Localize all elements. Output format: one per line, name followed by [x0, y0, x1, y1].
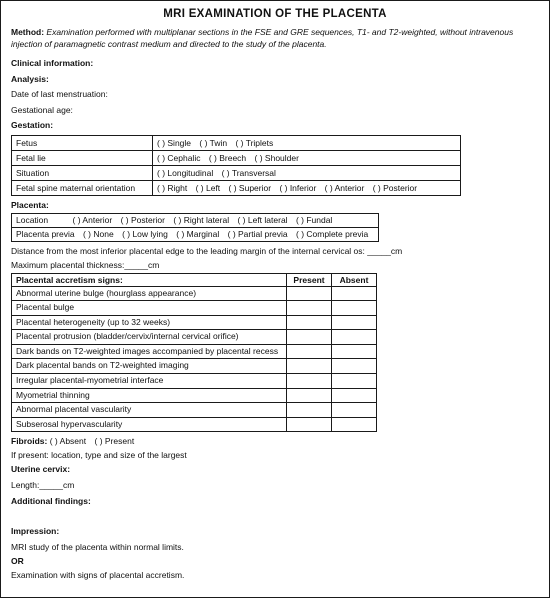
present-cell[interactable] — [287, 286, 332, 301]
checkbox-option[interactable]: ( ) Partial previa — [227, 228, 288, 239]
checkbox-option[interactable]: ( ) Absent — [49, 436, 87, 447]
checkbox-option[interactable]: ( ) Single — [157, 137, 192, 148]
checkbox-option[interactable]: ( ) Low lying — [122, 228, 168, 239]
checkbox-option[interactable]: ( ) Superior — [228, 182, 272, 193]
lmp-field[interactable]: Date of last menstruation: — [11, 89, 108, 99]
present-cell[interactable] — [287, 388, 332, 403]
placenta-label: Placenta previa — [16, 228, 75, 239]
absent-cell[interactable] — [332, 315, 377, 330]
placenta-distance-field[interactable]: Distance from the most inferior placental edge to the leading margin of the internal cervical os: _____cm — [11, 245, 403, 256]
absent-cell[interactable] — [332, 330, 377, 345]
placenta-previa-cell — [12, 227, 379, 241]
present-cell[interactable] — [287, 330, 332, 345]
absent-cell[interactable] — [332, 388, 377, 403]
checkbox-option[interactable]: ( ) Triplets — [235, 137, 274, 148]
checkbox-option[interactable]: ( ) None — [82, 228, 114, 239]
checkbox-option[interactable]: ( ) Fundal — [295, 214, 333, 225]
page-title: MRI EXAMINATION OF THE PLACENTA — [163, 8, 387, 20]
placenta-location-cell — [12, 213, 379, 227]
clinical-information-heading: Clinical information: — [11, 58, 94, 68]
checkbox-option[interactable]: ( ) Left lateral — [237, 214, 288, 225]
table-row — [12, 374, 377, 389]
present-cell[interactable] — [287, 315, 332, 330]
table-row — [12, 315, 377, 330]
gestation-table — [11, 135, 461, 196]
impression-accretism: Examination with signs of placental accretism. — [11, 569, 185, 580]
checkbox-option[interactable]: ( ) Anterior — [72, 214, 113, 225]
table-row — [12, 301, 377, 316]
accretism-sign: Irregular placental-myometrial interface — [12, 374, 287, 389]
accretism-sign: Placental heterogeneity (up to 32 weeks) — [12, 315, 287, 330]
placenta-row — [12, 227, 379, 241]
gestation-row — [12, 135, 461, 150]
checkbox-option[interactable]: ( ) Anterior — [324, 182, 365, 193]
accretism-sign: Myometrial thinning — [12, 388, 287, 403]
table-row — [12, 388, 377, 403]
checkbox-option[interactable]: ( ) Transversal — [221, 167, 276, 178]
method-text: Examination performed with multiplanar sections in the FSE and GRE sequences, T1- and T2-weighted, without intravenous injection of paramagnetic contrast medium and directed to the study of the placenta. — [11, 27, 514, 49]
gestation-label: Fetal spine maternal orientation — [12, 180, 153, 195]
absent-cell[interactable] — [332, 374, 377, 389]
table-row — [12, 344, 377, 359]
accretism-table — [11, 273, 377, 433]
accretism-heading: Placental accretism signs: — [12, 273, 287, 286]
method-label: Method: — [11, 27, 45, 37]
gestation-heading: Gestation: — [11, 120, 54, 130]
placenta-label: Location — [16, 214, 49, 225]
additional-findings-heading: Additional findings: — [11, 495, 91, 506]
table-row — [12, 359, 377, 374]
method-paragraph — [11, 27, 539, 50]
fibroids-label: Fibroids: — [11, 436, 48, 447]
checkbox-option[interactable]: ( ) Left — [195, 182, 221, 193]
fibroids-line — [11, 434, 539, 448]
placenta-heading: Placenta: — [11, 199, 49, 210]
checkbox-option[interactable]: ( ) Complete previa — [296, 228, 369, 239]
fibroids-note: If present: location, type and size of the largest — [11, 450, 187, 461]
gestation-row — [12, 180, 461, 195]
table-row — [12, 403, 377, 418]
gestation-row — [12, 150, 461, 165]
absent-cell[interactable] — [332, 286, 377, 301]
accretism-sign: Dark placental bands on T2-weighted imaging — [12, 359, 287, 374]
checkbox-option[interactable]: ( ) Marginal — [176, 228, 220, 239]
present-cell[interactable] — [287, 417, 332, 432]
gestation-label: Fetal lie — [12, 150, 153, 165]
table-row — [12, 330, 377, 345]
accretism-sign: Abnormal uterine bulge (hourglass appearance) — [12, 286, 287, 301]
checkbox-option[interactable]: ( ) Cephalic — [157, 152, 201, 163]
accretism-sign: Placental bulge — [12, 301, 287, 316]
checkbox-option[interactable]: ( ) Posterior — [372, 182, 418, 193]
absent-cell[interactable] — [332, 344, 377, 359]
checkbox-option[interactable]: ( ) Right — [157, 182, 188, 193]
gestation-options — [153, 165, 461, 180]
present-cell[interactable] — [287, 359, 332, 374]
checkbox-option[interactable]: ( ) Breech — [208, 152, 247, 163]
accretism-sign: Subserosal hypervascularity — [12, 417, 287, 432]
gestation-row — [12, 165, 461, 180]
checkbox-option[interactable]: ( ) Longitudinal — [157, 167, 214, 178]
present-cell[interactable] — [287, 374, 332, 389]
checkbox-option[interactable]: ( ) Shoulder — [254, 152, 299, 163]
absent-cell[interactable] — [332, 359, 377, 374]
table-row — [12, 286, 377, 301]
checkbox-option[interactable]: ( ) Present — [94, 436, 135, 447]
impression-normal: MRI study of the placenta within normal limits. — [11, 541, 184, 552]
gestation-options — [153, 150, 461, 165]
gestation-options — [153, 180, 461, 195]
gestation-label: Situation — [12, 165, 153, 180]
accretism-header-row — [12, 273, 377, 286]
analysis-heading: Analysis: — [11, 73, 49, 84]
gestation-label: Fetus — [12, 135, 153, 150]
placenta-table — [11, 213, 379, 242]
absent-cell[interactable] — [332, 417, 377, 432]
present-column-header: Present — [287, 273, 332, 286]
gestation-options — [153, 135, 461, 150]
impression-heading: Impression: — [11, 526, 60, 537]
accretism-sign: Dark bands on T2-weighted images accompanied by placental recess — [12, 344, 287, 359]
present-cell[interactable] — [287, 301, 332, 316]
accretism-sign: Abnormal placental vascularity — [12, 403, 287, 418]
gestational-age-field[interactable]: Gestational age: — [11, 104, 73, 115]
accretism-sign: Placental protrusion (bladder/cervix/internal cervical orifice) — [12, 330, 287, 345]
absent-cell[interactable] — [332, 403, 377, 418]
cervix-heading: Uterine cervix: — [11, 464, 71, 475]
checkbox-option[interactable]: ( ) Twin — [199, 137, 228, 148]
placenta-thickness-field[interactable]: Maximum placental thickness:_____cm — [11, 259, 160, 270]
checkbox-option[interactable]: ( ) Inferior — [279, 182, 317, 193]
table-row — [12, 417, 377, 432]
checkbox-option[interactable]: ( ) Right lateral — [173, 214, 230, 225]
placenta-row — [12, 213, 379, 227]
absent-cell[interactable] — [332, 301, 377, 316]
absent-column-header: Absent — [332, 273, 377, 286]
checkbox-option[interactable]: ( ) Posterior — [120, 214, 165, 225]
impression-or: OR — [11, 555, 24, 566]
present-cell[interactable] — [287, 403, 332, 418]
cervix-length-field[interactable]: Length:_____cm — [11, 479, 75, 490]
present-cell[interactable] — [287, 344, 332, 359]
